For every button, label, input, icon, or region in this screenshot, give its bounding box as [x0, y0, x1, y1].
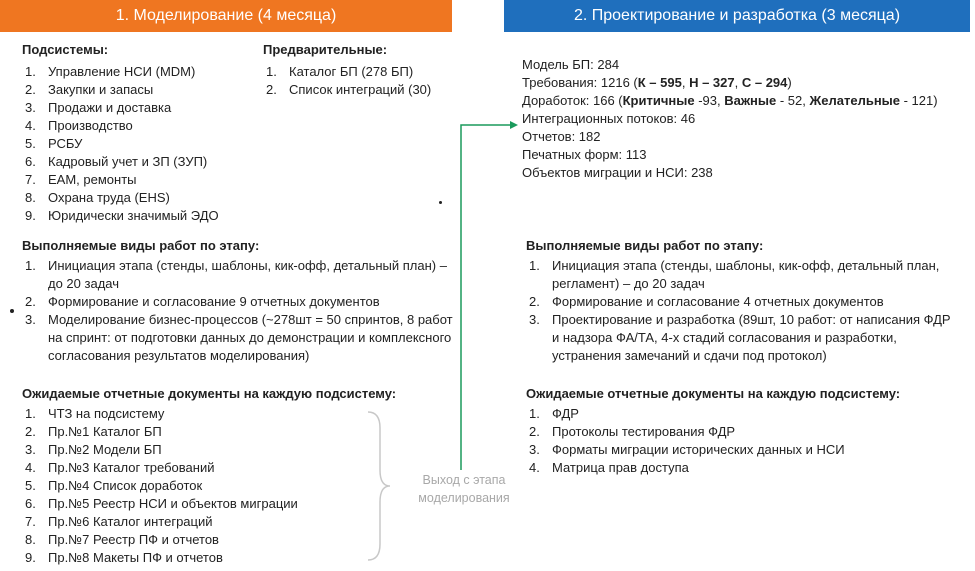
list-number: 5.: [25, 136, 36, 151]
subsystem-item: [22, 99, 262, 117]
subsystem-item: [22, 153, 262, 171]
subsystem-item: [22, 207, 262, 225]
list-number: 2.: [529, 424, 540, 439]
list-item-text: Форматы миграции исторических данных и НСИ: [552, 442, 845, 457]
list-number: 9.: [25, 208, 36, 223]
exit-label-line2: моделирования: [418, 491, 510, 505]
list-number: 1.: [529, 258, 540, 273]
work-item: [22, 311, 457, 365]
preliminary-item: [263, 63, 463, 81]
right-docs-list: [526, 405, 946, 477]
list-item-text: ЧТЗ на подсистему: [48, 406, 165, 421]
preliminary-list: [263, 63, 463, 99]
stat-migration: Объектов миграции и НСИ: 238: [522, 165, 713, 180]
subsystem-item: [22, 135, 262, 153]
list-number: 9.: [25, 550, 36, 565]
work-item: [526, 257, 956, 293]
subsystem-item: [22, 117, 262, 135]
work-item: [526, 311, 956, 365]
left-docs-list: [22, 405, 362, 567]
doc-item: [22, 459, 362, 477]
list-number: 1.: [25, 258, 36, 273]
list-item-text: Формирование и согласование 9 отчетных документов: [48, 294, 380, 309]
list-number: 1.: [25, 64, 36, 79]
left-works-title: Выполняемые виды работ по этапу:: [22, 238, 260, 253]
preliminary-title: Предварительные:: [263, 42, 388, 57]
list-number: 2.: [529, 294, 540, 309]
list-item-text: Производство: [48, 118, 133, 133]
right-stage-header: 2. Проектирование и разработка (3 месяца): [504, 0, 970, 32]
list-item-text: Управление НСИ (MDM): [48, 64, 196, 79]
list-number: 3.: [25, 442, 36, 457]
exit-label: [410, 471, 518, 507]
stray-dot-right: [439, 201, 442, 204]
list-number: 3.: [529, 442, 540, 457]
list-number: 5.: [25, 478, 36, 493]
list-item-text: Продажи и доставка: [48, 100, 172, 115]
list-number: 7.: [25, 514, 36, 529]
list-number: 2.: [25, 294, 36, 309]
stat-reports: Отчетов: 182: [522, 129, 601, 144]
subsystem-item: [22, 189, 262, 207]
list-item-text: Список интеграций (30): [289, 82, 432, 97]
list-item-text: Инициация этапа (стенды, шаблоны, кик-офф, детальный план) – до 20 задач: [48, 258, 447, 291]
stat-integrations: Интеграционных потоков: 46: [522, 111, 696, 126]
doc-item: [22, 531, 362, 549]
doc-item: [22, 513, 362, 531]
stat-models: Модель БП: 284: [522, 57, 620, 72]
doc-item: [22, 495, 362, 513]
list-number: 3.: [25, 312, 36, 327]
doc-item: [22, 405, 362, 423]
doc-item: [526, 423, 946, 441]
list-number: 4.: [25, 460, 36, 475]
list-item-text: Матрица прав доступа: [552, 460, 689, 475]
list-number: 2.: [25, 82, 36, 97]
list-item-text: Моделирование бизнес-процессов (~278шт = 50 спринтов, 8 работ на спринт: от подготовки данных до демонстрации и комплексного согласования результатов моделирования): [48, 312, 453, 363]
flow-arrow-icon: [455, 115, 525, 475]
list-number: 2.: [25, 424, 36, 439]
left-docs-title: Ожидаемые отчетные документы на каждую подсистему:: [22, 386, 397, 401]
list-item-text: EAM, ремонты: [48, 172, 137, 187]
list-item-text: Пр.№6 Каталог интеграций: [48, 514, 213, 529]
list-item-text: Охрана труда (EHS): [48, 190, 170, 205]
subsystem-item: [22, 81, 262, 99]
work-item: [526, 293, 956, 311]
list-item-text: Формирование и согласование 4 отчетных документов: [552, 294, 884, 309]
doc-item: [22, 477, 362, 495]
list-number: 8.: [25, 190, 36, 205]
stray-dot-left: [10, 309, 14, 313]
list-item-text: Пр.№4 Список доработок: [48, 478, 203, 493]
right-works-title: Выполняемые виды работ по этапу:: [526, 238, 764, 253]
left-works-list: [22, 257, 457, 365]
list-number: 8.: [25, 532, 36, 547]
list-number: 4.: [529, 460, 540, 475]
list-item-text: Закупки и запасы: [48, 82, 154, 97]
list-item-text: Инициация этапа (стенды, шаблоны, кик-офф, детальный план, регламент) – до 20 задач: [552, 258, 940, 291]
doc-item: [22, 423, 362, 441]
left-stage-header: 1. Моделирование (4 месяца): [0, 0, 452, 32]
list-number: 1.: [266, 64, 277, 79]
exit-label-line1: Выход с этапа: [422, 473, 506, 487]
work-item: [22, 257, 457, 293]
list-item-text: Пр.№5 Реестр НСИ и объектов миграции: [48, 496, 298, 511]
list-item-text: Пр.№2 Модели БП: [48, 442, 162, 457]
list-item-text: Каталог БП (278 БП): [289, 64, 414, 79]
subsystem-item: [22, 63, 262, 81]
list-item-text: Кадровый учет и ЗП (ЗУП): [48, 154, 208, 169]
list-number: 3.: [529, 312, 540, 327]
subsystems-list: [22, 63, 262, 225]
subsystems-title: Подсистемы:: [22, 42, 109, 57]
subsystem-item: [22, 171, 262, 189]
list-item-text: Юридически значимый ЭДО: [48, 208, 219, 223]
list-number: 7.: [25, 172, 36, 187]
doc-item: [22, 441, 362, 459]
stat-print-forms: Печатных форм: 113: [522, 147, 647, 162]
list-item-text: Проектирование и разработка (89шт, 10 работ: от написания ФДР и надзора ФА/ТА, 4-х стадий согласования и разработки, устранения замечаний и сдачи под протокол): [552, 312, 951, 363]
list-number: 4.: [25, 118, 36, 133]
doc-item: [22, 549, 362, 567]
list-number: 3.: [25, 100, 36, 115]
list-number: 6.: [25, 154, 36, 169]
list-item-text: Пр.№7 Реестр ПФ и отчетов: [48, 532, 219, 547]
stat-developments: Доработок: 166 (Критичные -93, Важные - 52, Желательные - 121): [522, 93, 938, 108]
doc-item: [526, 441, 946, 459]
preliminary-item: [263, 81, 463, 99]
list-item-text: Пр.№1 Каталог БП: [48, 424, 162, 439]
right-works-list: [526, 257, 956, 365]
work-item: [22, 293, 457, 311]
list-number: 1.: [529, 406, 540, 421]
stats-block: [522, 56, 972, 182]
list-item-text: РСБУ: [48, 136, 83, 151]
list-item-text: ФДР: [552, 406, 579, 421]
list-item-text: Протоколы тестирования ФДР: [552, 424, 736, 439]
list-number: 1.: [25, 406, 36, 421]
list-item-text: Пр.№8 Макеты ПФ и отчетов: [48, 550, 223, 565]
list-item-text: Пр.№3 Каталог требований: [48, 460, 215, 475]
stat-requirements: Требования: 1216 (К – 595, Н – 327, С – 294): [522, 75, 792, 90]
list-number: 6.: [25, 496, 36, 511]
doc-item: [526, 459, 946, 477]
right-docs-title: Ожидаемые отчетные документы на каждую подсистему:: [526, 386, 901, 401]
doc-item: [526, 405, 946, 423]
list-number: 2.: [266, 82, 277, 97]
